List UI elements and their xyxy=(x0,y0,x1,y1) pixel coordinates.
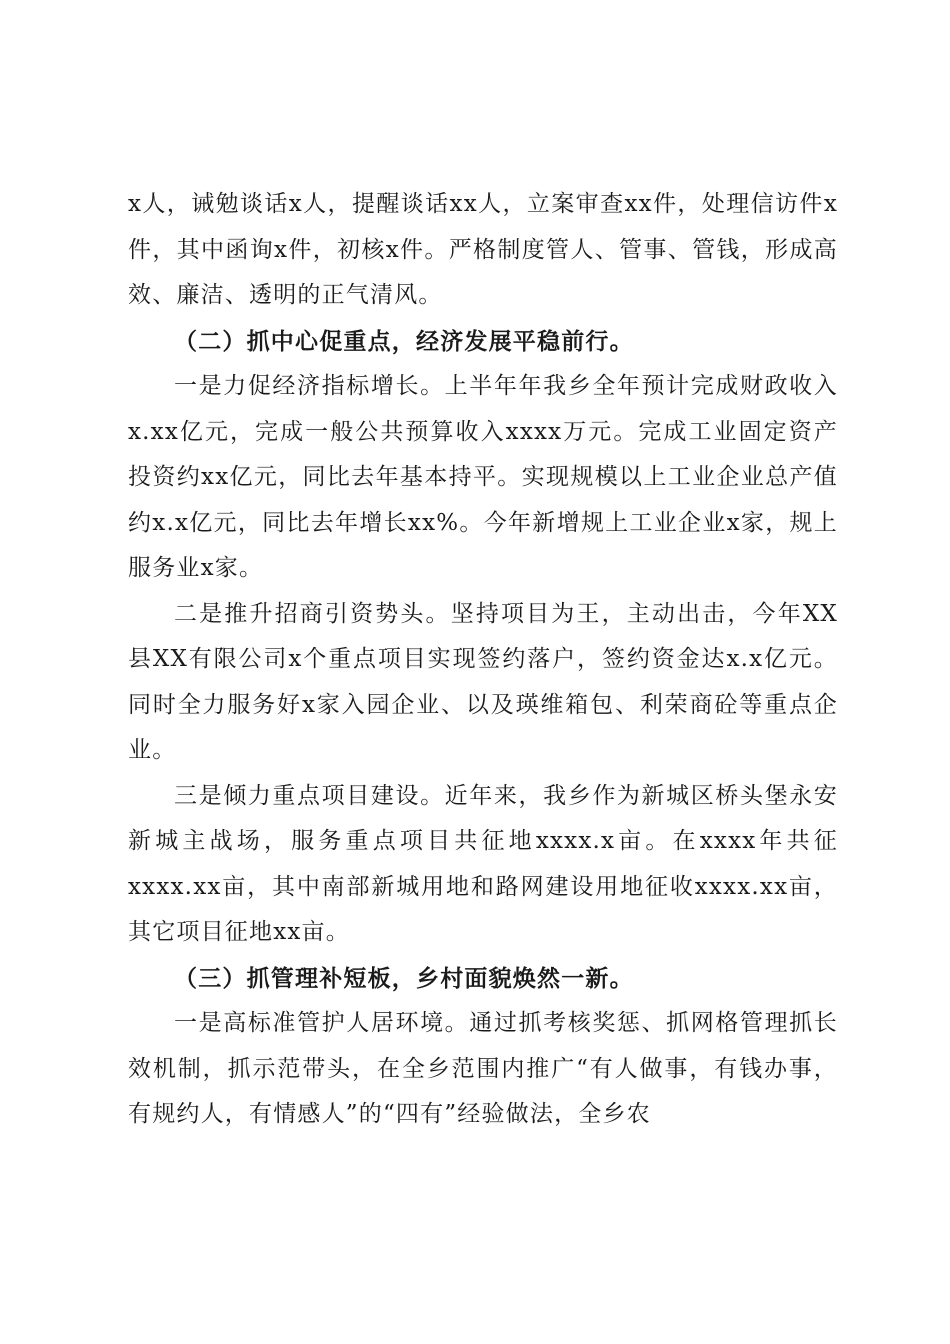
paragraph-continuation: x人，诫勉谈话x人，提醒谈话xx人，立案审查xx件，处理信访件x件，其中函询x件，初核x件。严格制度管人、管事、管钱，形成高效、廉洁、透明的正气清风。 xyxy=(128,191,838,308)
paragraph-living-environment: 一是高标准管护人居环境。通过抓考核奖惩、抓网格管理抓长效机制，抓示范带头，在全乡范围内推广“有人做事，有钱办事，有规约人，有情感人”的“四有”经验做法，全乡农 xyxy=(128,1010,838,1127)
paragraph-investment: 二是推升招商引资势头。坚持项目为王，主动出击，今年XX县XX有限公司x个重点项目实现签约落户，签约资金达x.x亿元。同时全力服务好x家入园企业、以及瑛维箱包、利荣商砼等重点企业。 xyxy=(128,600,838,763)
paragraph-key-projects: 三是倾力重点项目建设。近年来，我乡作为新城区桥头堡永安新城主战场，服务重点项目共征地xxxx.x亩。在xxxx年共征xxxx.xx亩，其中南部新城用地和路网建设用地征收xxxx.xx亩，其它项目征地xx亩。 xyxy=(128,782,838,945)
section-heading-three: （三）抓管理补短板，乡村面貌焕然一新。 xyxy=(174,964,634,992)
paragraph-economic-indicators: 一是力促经济指标增长。上半年年我乡全年预计完成财政收入x.xx亿元，完成一般公共预算收入xxxx万元。完成工业固定资产投资约xx亿元，同比去年基本持平。实现规模以上工业企业总产值约x.x亿元，同比去年增长xx%。今年新增规上工业企业x家，规上服务业x家。 xyxy=(128,373,838,581)
section-heading-two: （二）抓中心促重点，经济发展平稳前行。 xyxy=(174,327,634,355)
document-body xyxy=(128,182,838,1138)
